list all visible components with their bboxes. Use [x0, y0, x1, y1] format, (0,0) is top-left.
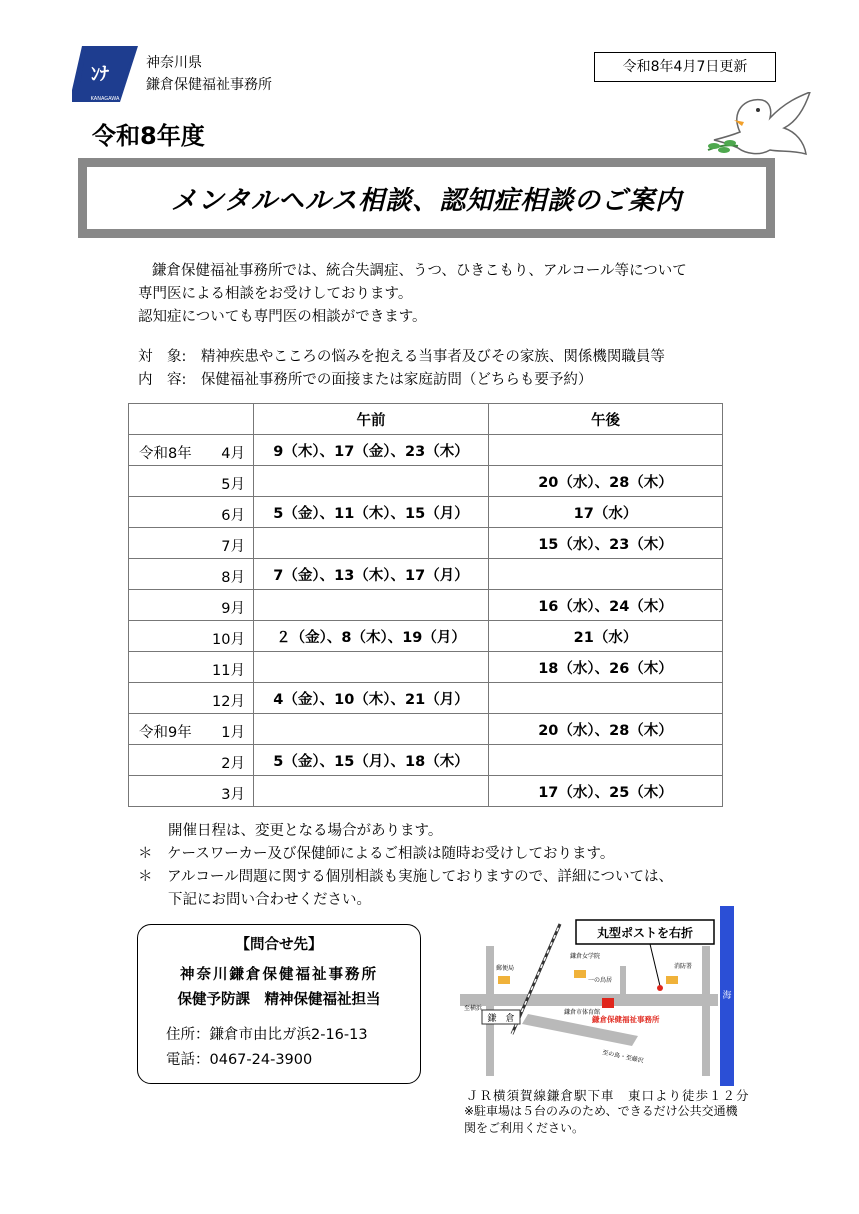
table-row	[129, 590, 723, 621]
month-label: 7月	[221, 539, 245, 555]
month-cell	[129, 745, 254, 776]
pm-cell	[489, 435, 723, 466]
contact-address: 住所：鎌倉市由比ガ浜2-16-13	[166, 1027, 368, 1043]
am-cell	[254, 776, 489, 807]
map-callout-text: 丸型ポストを右折	[596, 926, 694, 940]
table-row	[129, 652, 723, 683]
header-pm: 午後	[489, 404, 723, 435]
svg-text:ﾝﾅ: ﾝﾅ	[91, 64, 109, 85]
table-row	[129, 714, 723, 745]
pm-cell	[489, 559, 723, 590]
month-label: 5月	[221, 477, 245, 493]
fiscal-year: 令和8年度	[92, 122, 205, 150]
intro-text	[138, 260, 748, 329]
month-label: 11月	[212, 663, 245, 679]
contact-heading: 【問合せ先】	[235, 937, 323, 953]
am-cell: 9（木）、17（金）、23（木）	[254, 435, 489, 466]
map-station-label: 鎌 倉	[487, 1014, 515, 1024]
contact-section: 保健予防課 精神保健福祉担当	[177, 992, 381, 1008]
month-cell	[129, 683, 254, 714]
month-cell	[129, 435, 254, 466]
month-label: 8月	[221, 570, 245, 586]
map-road2-label: 至の鳥・至藤沢	[601, 1049, 645, 1065]
schedule-table	[128, 403, 723, 807]
org-prefecture: 神奈川県	[146, 55, 202, 71]
am-cell	[254, 590, 489, 621]
org-name	[146, 52, 272, 96]
contact-phone: 電話：0467-24-3900	[166, 1052, 313, 1068]
map-school-label: 鎌倉女学院	[570, 953, 601, 960]
pm-cell	[489, 745, 723, 776]
map-road-main	[460, 994, 718, 1006]
contact-box	[137, 924, 421, 1084]
table-row	[129, 621, 723, 652]
target-label: 対 象	[138, 349, 182, 365]
pm-cell: 20（水）、28（木）	[489, 466, 723, 497]
month-cell	[129, 776, 254, 807]
contact-org: 神奈川鎌倉保健福祉事務所	[180, 967, 378, 983]
content-label: 内 容	[138, 372, 182, 388]
year-label: 令和9年	[139, 725, 192, 741]
table-row	[129, 559, 723, 590]
map-school	[574, 970, 586, 978]
kanagawa-logo	[72, 46, 138, 102]
content-row: 内 容: 保健福祉事務所での面接または家庭訪問（どちらも要予約）	[138, 372, 593, 388]
month-cell	[129, 559, 254, 590]
map-caption-parking: ※駐車場は５台のみのため、できるだけ公共交通機関をご利用ください。	[464, 1104, 738, 1135]
pm-cell: 15（水）、23（木）	[489, 528, 723, 559]
map-post-office	[498, 976, 510, 984]
month-cell	[129, 652, 254, 683]
month-cell	[129, 590, 254, 621]
header-am: 午前	[254, 404, 489, 435]
map-road-label: 至横浜	[464, 1005, 483, 1012]
map-office-label: 鎌倉保健福祉事務所	[592, 1015, 660, 1024]
map-sea-label: 海	[722, 991, 732, 1001]
svg-text:KANAGAWA: KANAGAWA	[90, 96, 120, 102]
intro-line-3: 認知症についても専門医の相談ができます。	[138, 309, 427, 325]
title-frame	[78, 158, 775, 238]
am-cell	[254, 714, 489, 745]
table-row	[129, 528, 723, 559]
notes	[138, 820, 758, 912]
map-fire-label: 消防署	[674, 963, 693, 970]
month-label: 10月	[212, 632, 245, 648]
table-row	[129, 745, 723, 776]
month-cell	[129, 497, 254, 528]
pm-cell: 17（水）	[489, 497, 723, 528]
map-gym-label: 鎌倉市体育館	[564, 1009, 601, 1016]
note-line-1: 開催日程は、変更となる場合があります。	[168, 823, 443, 839]
table-row	[129, 435, 723, 466]
month-cell	[129, 528, 254, 559]
year-label: 令和8年	[139, 446, 192, 462]
intro-line-2: 専門医による相談をお受けしております。	[138, 286, 413, 302]
pm-cell: 20（水）、28（木）	[489, 714, 723, 745]
target-info	[138, 346, 758, 392]
map-road-north	[620, 966, 626, 1000]
target-value: 精神疾患やこころの悩みを抱える当事者及びその家族、関係機関職員等	[200, 349, 665, 365]
page-title: メンタルヘルス相談、認知症相談のご案内	[87, 167, 766, 229]
pm-cell: 18（水）、26（木）	[489, 652, 723, 683]
am-cell: 7（金）、13（木）、17（月）	[254, 559, 489, 590]
note-line-2: ＊ ケースワーカー及び保健師によるご相談は随時お受けしております。	[138, 846, 615, 862]
table-row	[129, 466, 723, 497]
am-cell: ２（金）、8（木）、19（月）	[254, 621, 489, 652]
am-cell	[254, 528, 489, 559]
pm-cell: 17（水）、25（木）	[489, 776, 723, 807]
table-row	[129, 776, 723, 807]
month-label: 1月	[221, 725, 245, 741]
pm-cell: 21（水）	[489, 621, 723, 652]
table-row	[129, 683, 723, 714]
am-cell	[254, 466, 489, 497]
access-map	[452, 906, 737, 1086]
map-post-box	[657, 985, 663, 991]
am-cell: 5（金）、11（木）、15（月）	[254, 497, 489, 528]
table-header-row	[129, 404, 723, 435]
month-cell	[129, 714, 254, 745]
month-label: 6月	[221, 508, 245, 524]
org-office: 鎌倉保健福祉事務所	[146, 77, 272, 93]
note-line-3: ＊ アルコール問題に関する個別相談も実施しておりますので、詳細については、	[138, 869, 674, 885]
map-torii-label: 一の鳥居	[588, 977, 613, 984]
updated-date: 令和8年4月7日更新	[594, 52, 776, 82]
month-label: 9月	[221, 601, 245, 617]
month-label: 2月	[221, 756, 245, 772]
intro-line-1: 鎌倉保健福祉事務所では、統合失調症、うつ、ひきこもり、アルコール等について	[152, 263, 687, 279]
am-cell: 5（金）、15（月）、18（木）	[254, 745, 489, 776]
pm-cell	[489, 683, 723, 714]
month-cell	[129, 621, 254, 652]
map-office-marker	[602, 998, 614, 1008]
month-cell	[129, 466, 254, 497]
am-cell	[254, 652, 489, 683]
map-post-office-label: 郵便局	[496, 965, 515, 972]
month-label: 3月	[221, 787, 245, 803]
table-row	[129, 497, 723, 528]
pm-cell: 16（水）、24（木）	[489, 590, 723, 621]
month-label: 4月	[221, 446, 245, 462]
am-cell: 4（金）、10（木）、21（月）	[254, 683, 489, 714]
map-caption-access: ＪＲ横須賀線鎌倉駅下車 東口より徒歩１２分	[466, 1088, 750, 1103]
map-road-east	[702, 946, 710, 1076]
month-label: 12月	[212, 694, 245, 710]
map-fire-station	[666, 976, 678, 984]
header-month	[129, 404, 254, 435]
target-row: 対 象: 精神疾患やこころの悩みを抱える当事者及びその家族、関係機関職員等	[138, 349, 665, 365]
content-value: 保健福祉事務所での面接または家庭訪問（どちらも要予約）	[200, 372, 593, 388]
note-line-4: 下記にお問い合わせください。	[168, 892, 371, 908]
